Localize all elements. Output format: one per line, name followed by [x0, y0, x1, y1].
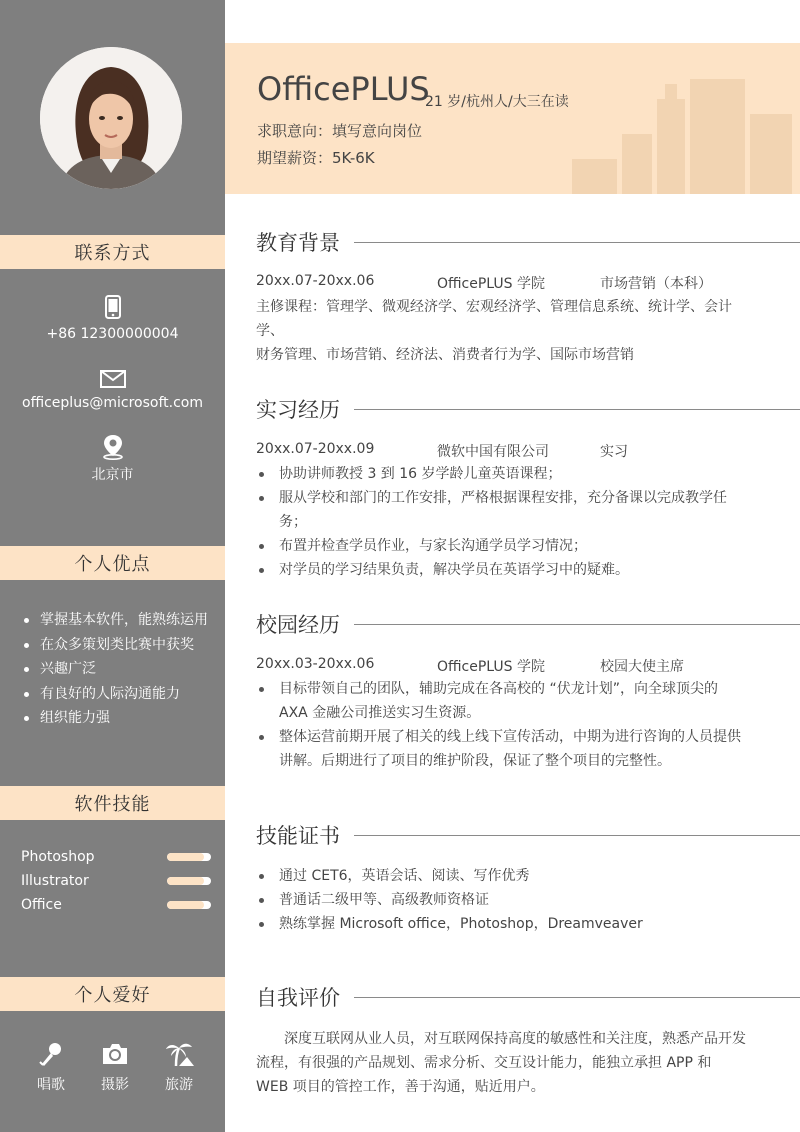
campus-period: 20xx.03-20xx.06: [256, 656, 375, 672]
contact-phone: [0, 295, 225, 342]
internship-period: 20xx.07-20xx.09: [256, 441, 375, 457]
location-text: 北京市: [91, 467, 134, 483]
hobby-photography: [89, 1040, 141, 1094]
education-courses: [256, 295, 746, 367]
courses-line: 财务管理、市场营销、经济法、消费者行为学、国际市场营销: [256, 347, 634, 363]
list-item: 对学员的学习结果负责，解决学员在英语学习中的疑难。: [256, 558, 746, 582]
section-title: 教育背景: [256, 231, 340, 255]
education-period: 20xx.07-20xx.06: [256, 273, 375, 289]
list-item: 服从学校和部门的工作安排，严格根据课程安排，充分备课以完成教学任务；: [256, 486, 746, 534]
phone-icon: [105, 295, 121, 319]
section-title: 技能证书: [256, 824, 340, 848]
section-divider: [354, 409, 800, 410]
campus-heading: [256, 609, 800, 639]
campus-role: 校园大使主席: [600, 659, 684, 675]
profile-photo: [40, 47, 182, 189]
skill-name: Office: [21, 897, 62, 913]
salary-value: 5K-6K: [332, 149, 375, 167]
list-item: 整体运营前期开展了相关的线上线下宣传活动，中期为进行咨询的人员提供讲解。后期进行了项目的维护阶段，保证了整个项目的完整性。: [256, 725, 746, 773]
hobby-travel: [153, 1040, 205, 1094]
campus-school: OfficePLUS 学院: [437, 659, 545, 675]
city-skyline-graphic: [572, 79, 792, 194]
section-title: 实习经历: [256, 398, 340, 422]
internship-heading: [256, 394, 800, 424]
expected-salary: [257, 147, 375, 168]
section-divider: [354, 624, 800, 625]
courses-line: 主修课程：管理学、微观经济学、宏观经济学、管理信息系统、统计学、会计学、: [256, 299, 732, 339]
salary-label: 期望薪资：: [257, 149, 333, 167]
internship-company: 微软中国有限公司: [437, 444, 549, 460]
phone-number: +86 12300000004: [46, 326, 179, 342]
section-divider: [354, 997, 800, 998]
camera-icon: [100, 1040, 130, 1068]
skill-name: Photoshop: [21, 849, 95, 865]
merits-list: [22, 608, 208, 731]
skills-heading: 软件技能: [0, 786, 225, 820]
candidate-name: OfficePLUS: [257, 70, 430, 108]
skill-bar: [167, 901, 211, 909]
section-title: 自我评价: [256, 986, 340, 1010]
job-intent-value: 填写意向岗位: [332, 122, 423, 140]
location-icon: [100, 434, 126, 460]
hobbies-heading: 个人爱好: [0, 977, 225, 1011]
education-heading: [256, 227, 800, 257]
hobby-label: 摄影: [101, 1077, 129, 1093]
skill-bar: [167, 877, 211, 885]
contact-heading: 联系方式: [0, 235, 225, 269]
list-item: 熟练掌握 Microsoft office，Photoshop，Dreamveaver: [256, 912, 746, 936]
education-major: 市场营销（本科）: [600, 276, 712, 292]
list-item: 普通话二级甲等、高级教师资格证: [256, 888, 746, 912]
skill-bar-fill: [167, 901, 204, 909]
email-address: officeplus@microsoft.com: [22, 395, 203, 411]
list-item: 通过 CET6，英语会话、阅读、写作优秀: [256, 864, 746, 888]
job-intent: [257, 120, 422, 141]
sidebar: [0, 0, 225, 1132]
merit-item: 有良好的人际沟通能力: [22, 682, 208, 707]
section-divider: [354, 242, 800, 243]
skill-name: Illustrator: [21, 873, 89, 889]
mail-icon: [100, 370, 126, 388]
certs-list: [256, 864, 746, 936]
job-intent-label: 求职意向：: [257, 122, 333, 140]
merit-item: 兴趣广泛: [22, 657, 208, 682]
list-item: 目标带领自己的团队，辅助完成在各高校的 “伏龙计划”，向全球顶尖的 AXA 金融公司推送实习生资源。: [256, 677, 746, 725]
list-item: 布置并检查学员作业，与家长沟通学员学习情况；: [256, 534, 746, 558]
merit-item: 掌握基本软件，能熟练运用: [22, 608, 208, 633]
skill-bar-fill: [167, 853, 204, 861]
list-item: 协助讲师教授 3 到 16 岁学龄儿童英语课程；: [256, 462, 746, 486]
internship-list: [256, 462, 746, 582]
contact-email: [0, 370, 225, 411]
merit-item: 在众多策划类比赛中获奖: [22, 633, 208, 658]
campus-list: [256, 677, 746, 773]
education-school: OfficePLUS 学院: [437, 276, 545, 292]
contact-location: [0, 434, 225, 484]
evaluation-heading: [256, 982, 800, 1012]
skill-bar: [167, 853, 211, 861]
header-banner: [225, 43, 800, 194]
hobby-label: 唱歌: [37, 1077, 65, 1093]
skill-row-illustrator: [21, 869, 211, 893]
hobbies-list: [25, 1040, 205, 1094]
hobby-label: 旅游: [165, 1077, 193, 1093]
section-title: 校园经历: [256, 613, 340, 637]
hobby-singing: [25, 1040, 77, 1094]
palm-tree-icon: [163, 1040, 195, 1068]
merits-heading: 个人优点: [0, 546, 225, 580]
skill-bar-fill: [167, 877, 204, 885]
internship-role: 实习: [600, 444, 628, 460]
candidate-subinfo: 21 岁/杭州人/大三在读: [425, 94, 569, 110]
skill-row-office: [21, 893, 211, 917]
evaluation-text: 深度互联网从业人员，对互联网保持高度的敏感性和关注度，熟悉产品开发流程，有很强的产品规划、需求分析、交互设计能力，能独立承担 APP 和 WEB 项目的管控工作，善于沟通，贴近用户。: [256, 1031, 746, 1095]
merit-item: 组织能力强: [22, 706, 208, 731]
microphone-icon: [37, 1040, 65, 1068]
skill-row-photoshop: [21, 845, 211, 869]
certs-heading: [256, 820, 800, 850]
section-divider: [354, 835, 800, 836]
